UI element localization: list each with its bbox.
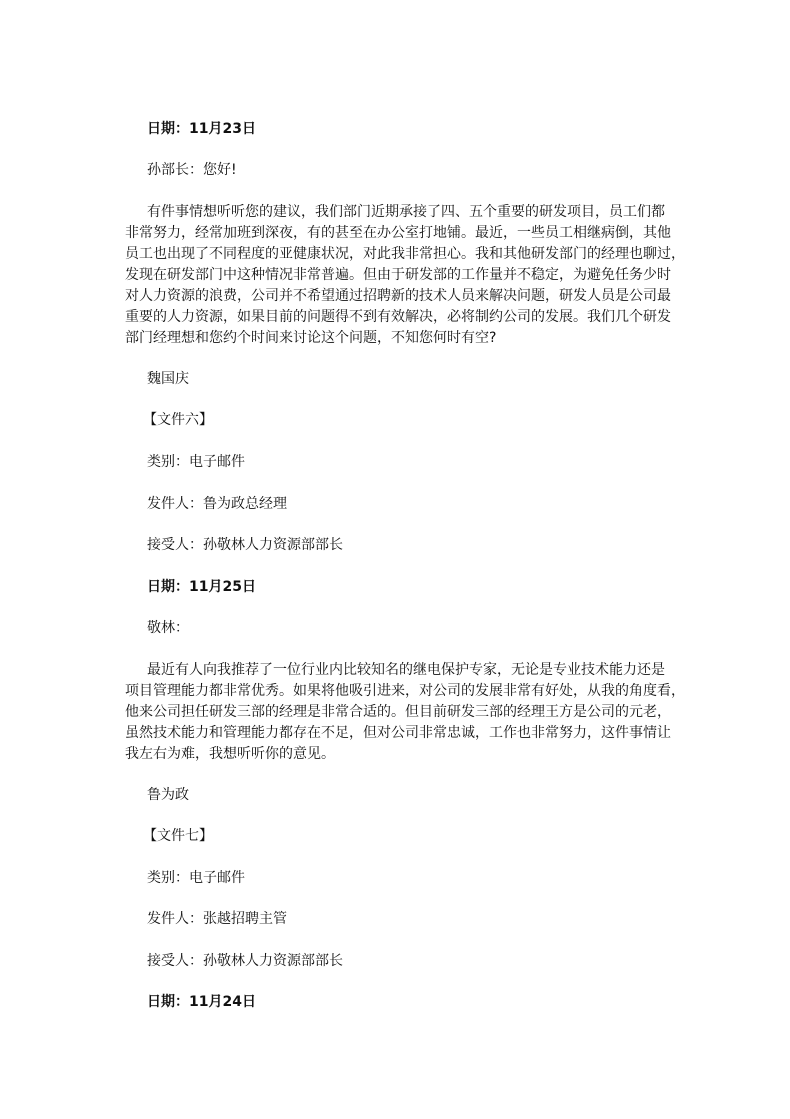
date-label: 日期： xyxy=(147,994,189,1010)
body-line: 他来公司担任研发三部的经理是非常合适的。但目前研发三部的经理王方是公司的元老， xyxy=(125,704,671,720)
body-line: 部门经理想和您约个时间来讨论这个问题，不知您何时有空? xyxy=(125,330,497,346)
body-line: 虽然技术能力和管理能力都存在不足，但对公司非常忠诚，工作也非常努力，这件事情让 xyxy=(125,725,671,741)
recipient-line: 接受人：孙敬林人力资源部部长 xyxy=(147,537,343,553)
date-line xyxy=(147,992,256,1012)
body-line: 对人力资源的浪费，公司并不希望通过招聘新的技术人员来解决问题，研发人员是公司最 xyxy=(125,288,671,304)
body-line: 员工也出现了不同程度的亚健康状况，对此我非常担心。我和其他研发部门的经理也聊过， xyxy=(125,246,685,262)
sender-line: 发件人：鲁为政总经理 xyxy=(147,496,287,512)
date-line xyxy=(147,119,256,139)
recipient-line: 接受人：孙敬林人力资源部部长 xyxy=(147,953,343,969)
greeting: 敬林： xyxy=(147,620,189,636)
body-line: 最近有人向我推荐了一位行业内比较知名的继电保护专家，无论是专业技术能力还是 xyxy=(147,662,665,678)
body-line: 项目管理能力都非常优秀。如果将他吸引进来，对公司的发展非常有好处，从我的角度看， xyxy=(125,683,685,699)
letter-body xyxy=(125,660,685,765)
category-line: 类别：电子邮件 xyxy=(147,870,245,886)
body-line: 我左右为难，我想听听你的意见。 xyxy=(125,746,335,762)
date-value: 11月24日 xyxy=(189,994,256,1010)
file-heading: 【文件六】 xyxy=(143,412,213,428)
file-heading: 【文件七】 xyxy=(143,828,213,844)
signature: 鲁为政 xyxy=(147,787,189,803)
body-line: 重要的人力资源，如果目前的问题得不到有效解决，必将制约公司的发展。我们几个研发 xyxy=(125,309,671,325)
date-label: 日期： xyxy=(147,579,189,595)
body-line: 非常努力，经常加班到深夜，有的甚至在办公室打地铺。最近，一些员工相继病倒，其他 xyxy=(125,225,671,241)
greeting: 孙部长：您好! xyxy=(147,162,237,178)
date-value: 11月23日 xyxy=(189,121,256,137)
body-line: 发现在研发部门中这种情况非常普遍。但由于研发部的工作量并不稳定，为避免任务少时 xyxy=(125,267,671,283)
date-line xyxy=(147,577,256,597)
category-line: 类别：电子邮件 xyxy=(147,454,245,470)
date-label: 日期： xyxy=(147,121,189,137)
sender-line: 发件人：张越招聘主管 xyxy=(147,911,287,927)
letter-body xyxy=(125,202,685,349)
body-line: 有件事情想听听您的建议，我们部门近期承接了四、五个重要的研发项目，员工们都 xyxy=(147,204,665,220)
date-value: 11月25日 xyxy=(189,579,256,595)
signature: 魏国庆 xyxy=(147,371,189,387)
